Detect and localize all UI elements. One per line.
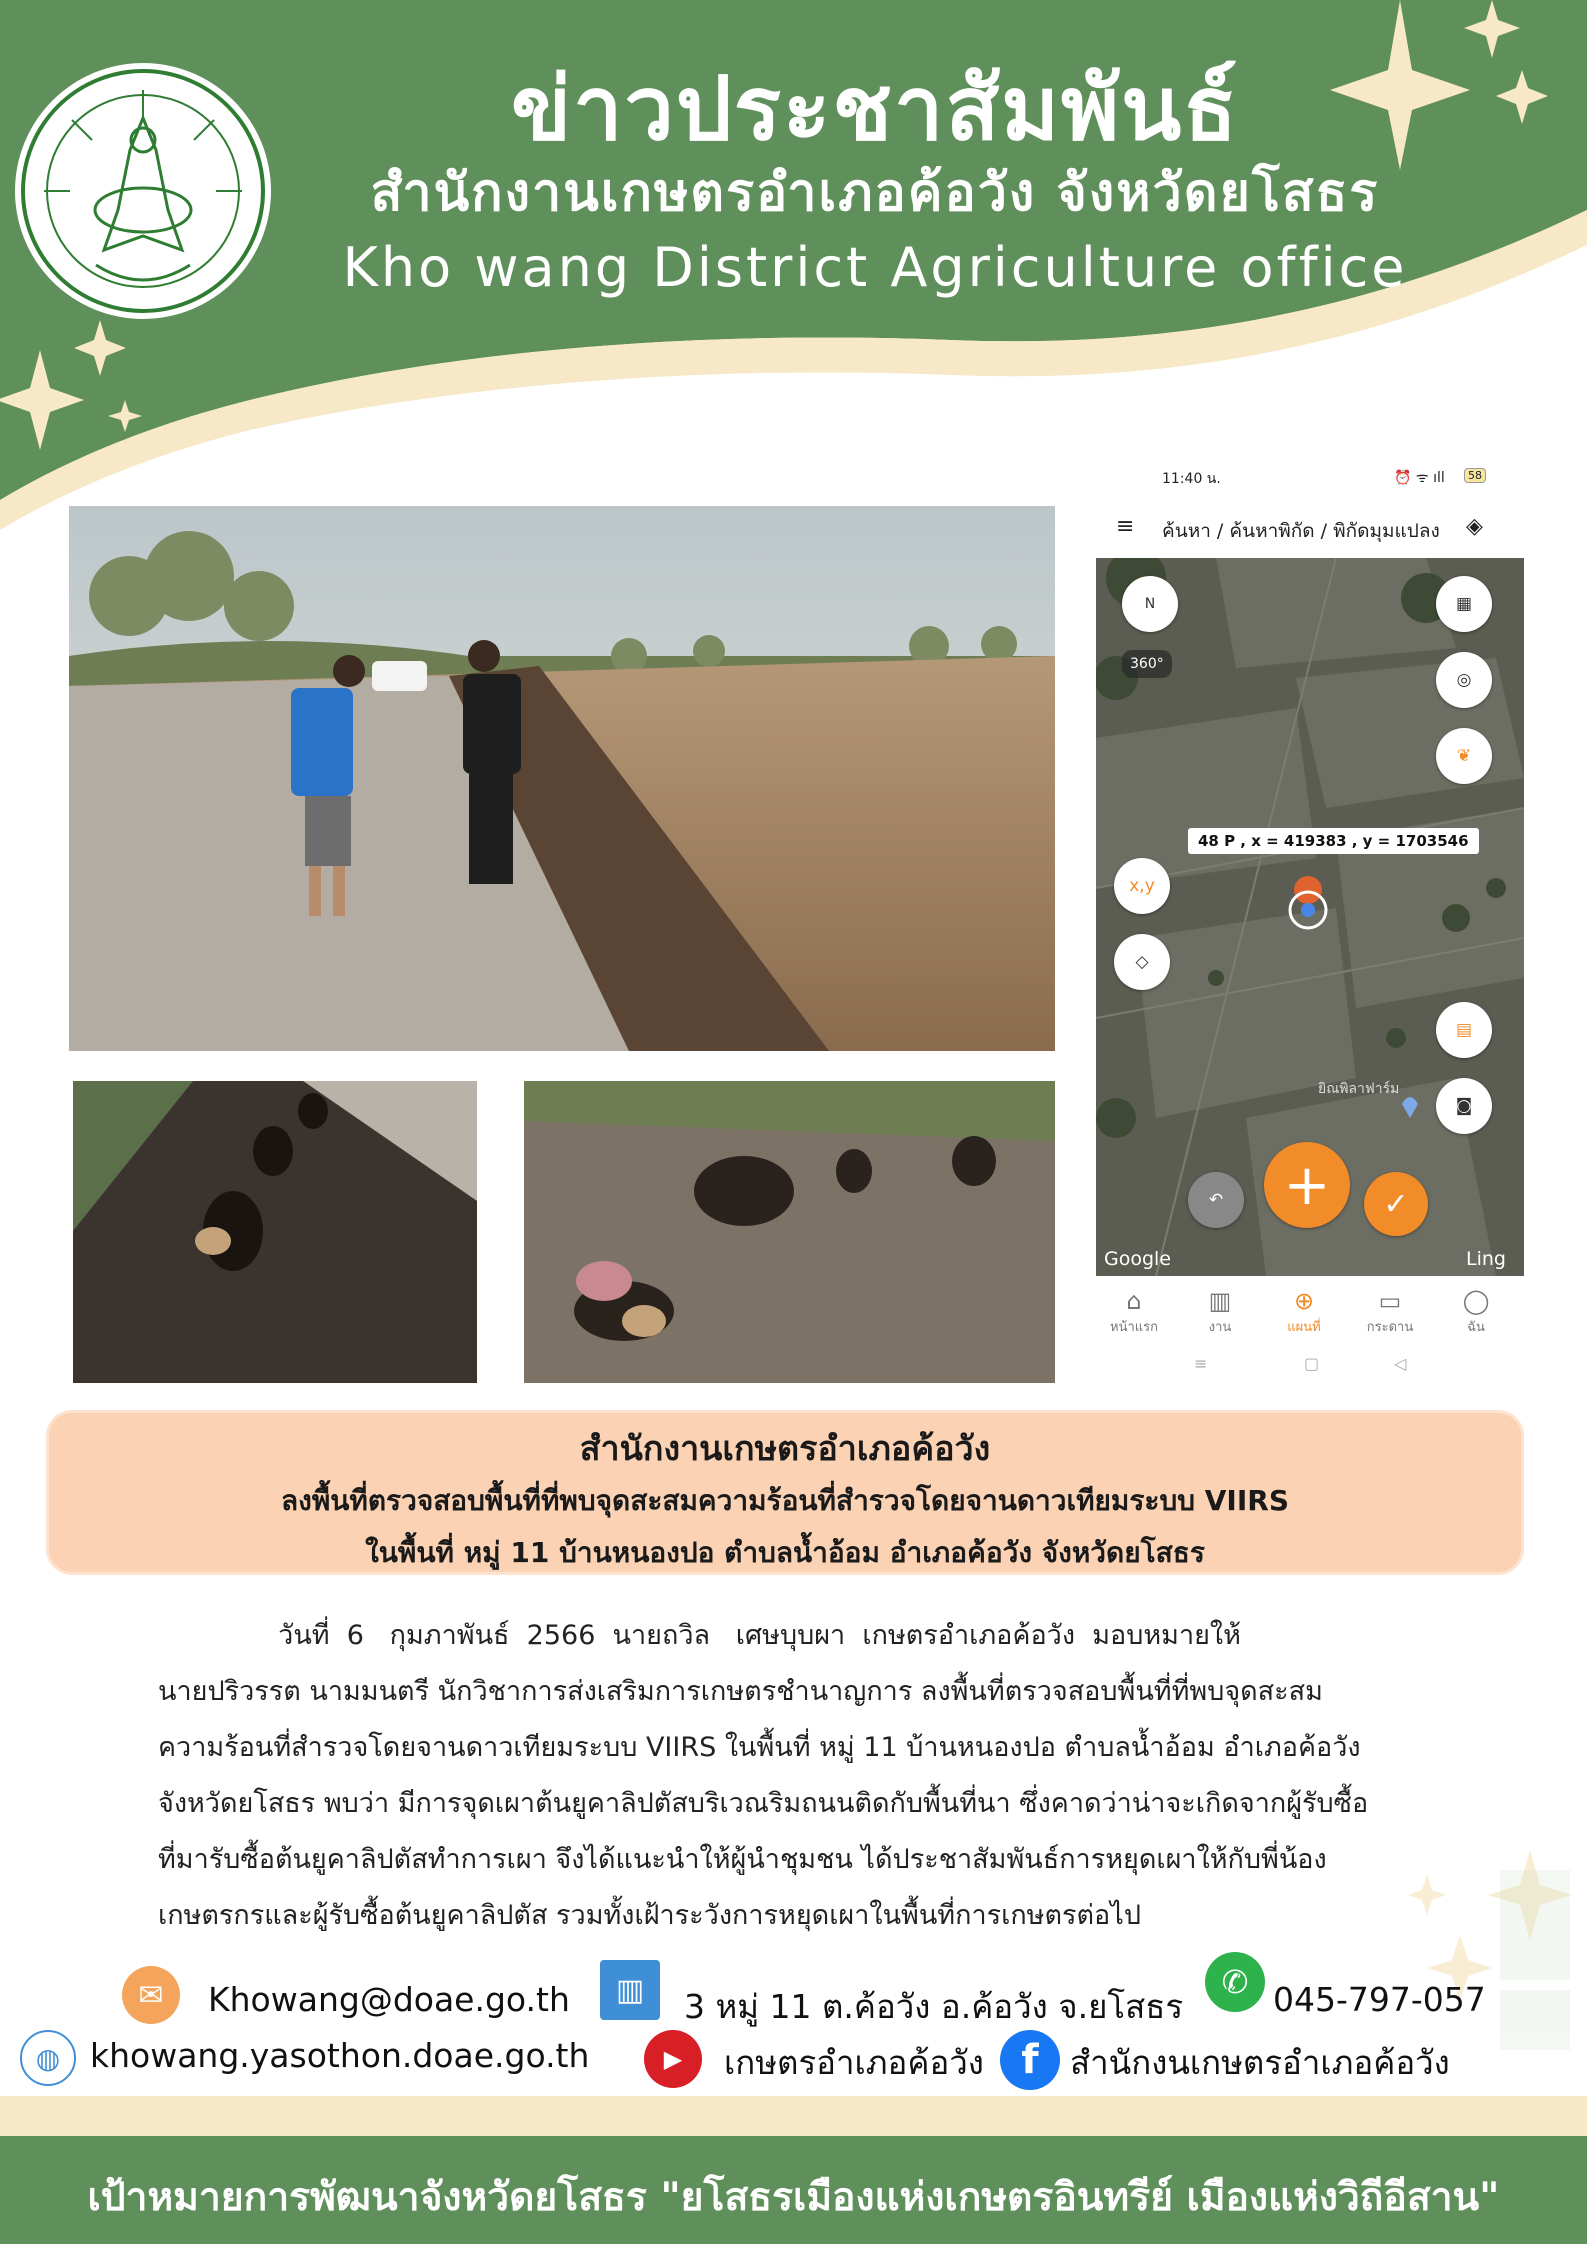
nav-board[interactable]	[1350, 1286, 1430, 1337]
board-icon: ▭	[1378, 1287, 1402, 1315]
youtube-icon: ▶	[644, 2030, 702, 2088]
office-name-english: Kho wang District Agriculture office	[342, 236, 1408, 299]
summary-line-2: ลงพื้นที่ตรวจสอบพื้นที่ที่พบจุดสะสมความร้อนที่สำรวจโดยจานดาวเทียมระบบ VIIRS	[280, 1484, 1289, 1517]
burnt-stumps-photo-2	[524, 1081, 1055, 1383]
summary-line-3: ในพื้นที่ หมู่ 11 บ้านหนองปอ ตำบลน้ำอ้อม อำเภอค้อวัง จังหวัดยโสธร	[365, 1536, 1205, 1569]
place-label: ยิณพิลาฟาร์ม	[1318, 1081, 1400, 1097]
news-body	[158, 1608, 1458, 1944]
phone-number[interactable]: 045-797-057	[1273, 1980, 1486, 2019]
google-label: Google	[1104, 1248, 1172, 1270]
footer-accent-band	[0, 2096, 1587, 2136]
coordinate-readout: 48 P , x = 419383 , y = 1703546	[1188, 828, 1479, 854]
body-line: เกษตรกรและผู้รับซื้อต้นยูคาลิปตัส รวมทั้งเฝ้าระวังการหยุดเผาในพื้นที่การเกษตรต่อไป	[158, 1900, 1141, 1931]
burnt-stumps-photo-1	[73, 1081, 477, 1383]
menu-icon[interactable]: ≡	[1116, 514, 1135, 539]
nav-home[interactable]	[1094, 1286, 1174, 1337]
locate-icon[interactable]: ◎	[1436, 652, 1492, 708]
facebook-icon: f	[1000, 2030, 1060, 2090]
mobile-app-screenshot	[1094, 456, 1527, 1386]
globe-icon: ◍	[20, 2030, 76, 2086]
address-text: 3 หมู่ 11 ต.ค้อวัง อ.ค้อวัง จ.ยโสธร	[684, 1987, 1184, 2026]
confirm-icon[interactable]: ✓	[1364, 1172, 1428, 1236]
map-icon[interactable]: ▦	[1436, 576, 1492, 632]
province-slogan: เป้าหมายการพัฒนาจังหวัดยโสธร "ยโสธรเมืองแห่งเกษตรอินทรีย์ เมืองแห่งวิถีอีสาน"	[87, 2175, 1500, 2220]
view-360-button[interactable]: 360°	[1122, 650, 1172, 678]
user-icon: ◯	[1462, 1287, 1490, 1315]
camera-icon[interactable]: ◙	[1436, 1078, 1492, 1134]
nav-me[interactable]	[1436, 1286, 1516, 1337]
facebook-page[interactable]: สำนักงนเกษตรอำเภอค้อวัง	[1070, 2043, 1450, 2082]
android-menu-icon[interactable]: ≡	[1194, 1354, 1208, 1373]
layers-icon[interactable]: ◈	[1466, 514, 1483, 539]
body-line: จังหวัดยโสธร พบว่า มีการจุดเผาต้นยูคาลิปตัสบริเวณริมถนนติดกับพื้นที่นา ซึ่งคาดว่าน่าจะเกิดจากผู้รับซื้อ	[158, 1788, 1369, 1819]
body-line: วันที่ 6 กุมภาพันธ์ 2566 นายถวิล เศษบุบผา เกษตรอำเภอค้อวัง มอบหมายให้	[158, 1620, 1241, 1651]
news-title: ข่าวประชาสัมพันธ์	[510, 57, 1240, 160]
body-line: ความร้อนที่สำรวจโดยจานดาวเทียมระบบ VIIRS ในพื้นที่ หมู่ 11 บ้านหนองปอ ตำบลน้ำอ้อม อำเภอค้อวัง	[158, 1732, 1361, 1763]
satellite-map[interactable]	[1096, 558, 1524, 1276]
xy-button[interactable]: x,y	[1114, 858, 1170, 914]
ling-label: Ling	[1466, 1248, 1506, 1270]
summary-box	[46, 1410, 1524, 1575]
office-name-thai: สำนักงานเกษตรอำเภอค้อวัง จังหวัดยโสธร	[370, 163, 1380, 223]
youtube-channel[interactable]: เกษตรอำเภอค้อวัง	[724, 2043, 984, 2082]
compass-label: N	[1144, 596, 1156, 612]
website-link[interactable]: khowang.yasothon.doae.go.th	[90, 2036, 590, 2075]
phone-icon: ✆	[1205, 1952, 1265, 2012]
status-time: 11:40 น.	[1162, 471, 1221, 487]
plant-icon[interactable]: ❦	[1436, 728, 1492, 784]
summary-heading: สำนักงานเกษตรอำเภอค้อวัง	[579, 1429, 991, 1469]
battery-level: 58	[1464, 468, 1486, 483]
email-link[interactable]: Khowang@doae.go.th	[208, 1980, 570, 2019]
search-bar[interactable]	[1094, 504, 1527, 556]
add-icon[interactable]: +	[1264, 1142, 1350, 1228]
search-bar-placeholder: ค้นหา / ค้นหาพิกัด / พิกัดมุมแปลง	[1162, 520, 1440, 542]
nav-map[interactable]	[1264, 1286, 1344, 1337]
nav-map-label: แผนที่	[1287, 1320, 1321, 1335]
building-icon: ▥	[600, 1960, 660, 2020]
measure-icon[interactable]: ◇	[1114, 934, 1170, 990]
calendar-icon: ▥	[1208, 1287, 1232, 1315]
nav-board-label: กระดาน	[1366, 1320, 1414, 1335]
body-line: ที่มารับซื้อต้นยูคาลิปตัสทำการเผา จึงได้แนะนำให้ผู้นำชุมชน ได้ประชาสัมพันธ์การหยุดเผาให้กับพี่น้อง	[158, 1844, 1327, 1875]
email-icon: ✉	[122, 1966, 180, 2024]
nav-me-label: ฉัน	[1467, 1320, 1485, 1335]
status-icons: ⏰ ᯤ ıll	[1394, 470, 1445, 486]
compass-icon[interactable]	[1122, 576, 1178, 632]
nav-tasks-label: งาน	[1208, 1320, 1232, 1335]
main-field-photo	[69, 506, 1055, 1051]
undo-icon[interactable]: ↶	[1188, 1172, 1244, 1228]
map-plus-icon: ⊕	[1293, 1287, 1315, 1315]
nav-tasks[interactable]	[1180, 1286, 1260, 1337]
body-line: นายปริวรรต นามมนตรี นักวิชาการส่งเสริมการเกษตรชำนาญการ ลงพื้นที่ตรวจสอบพื้นที่ที่พบจุดสะสม	[158, 1676, 1323, 1707]
nav-home-label: หน้าแรก	[1110, 1320, 1158, 1335]
android-back-icon[interactable]: ◁	[1394, 1354, 1407, 1373]
android-home-icon[interactable]: ▢	[1304, 1354, 1320, 1373]
calculator-icon[interactable]: ▤	[1436, 1002, 1492, 1058]
home-icon: ⌂	[1126, 1287, 1142, 1315]
